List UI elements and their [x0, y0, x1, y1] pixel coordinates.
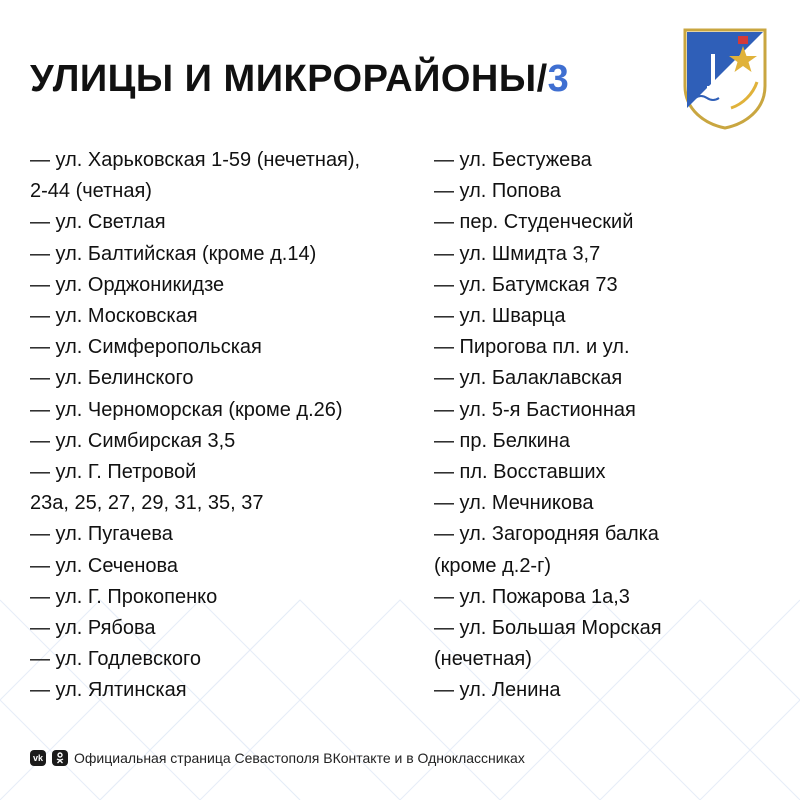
list-item: — ул. Загородняя балка: [434, 523, 659, 546]
list-item: — ул. Г. Петровой: [30, 461, 197, 484]
list-item: — пл. Восставших: [434, 461, 606, 484]
list-item: (нечетная): [434, 648, 532, 671]
streets-list-right: [434, 145, 774, 707]
list-item: — ул. 5-я Бастионная: [434, 398, 636, 421]
list-item: — ул. Г. Прокопенко: [30, 585, 218, 608]
list-item: — ул. Пожарова 1а,3: [434, 585, 630, 608]
page-title: [30, 58, 569, 101]
list-item: — ул. Мечникова: [434, 492, 594, 515]
streets-list-left: [30, 145, 420, 707]
list-item: — ул. Сеченова: [30, 554, 179, 577]
list-item: — ул. Симферопольская: [30, 336, 262, 359]
list-item: — ул. Шмидта 3,7: [434, 242, 601, 265]
list-item: — ул. Батумская 73: [434, 273, 618, 296]
list-item: — ул. Черноморская (кроме д.26): [30, 398, 343, 421]
title-text: УЛИЦЫ И МИКРОРАЙОНЫ/: [30, 58, 548, 100]
list-item: — ул. Ялтинская: [30, 679, 187, 702]
list-item: — ул. Бестужева: [434, 149, 592, 171]
odnoklassniki-icon: [52, 750, 68, 766]
footer: [30, 750, 525, 766]
list-item: — ул. Светлая: [30, 211, 166, 234]
list-item: — ул. Симбирская 3,5: [30, 429, 236, 452]
list-item: — ул. Белинского: [30, 367, 194, 390]
list-item: 23а, 25, 27, 29, 31, 35, 37: [30, 492, 264, 515]
list-item: — ул. Орджоникидзе: [30, 273, 225, 296]
list-item: — ул. Балтийская (кроме д.14): [30, 242, 317, 265]
list-item: (кроме д.2-г): [434, 554, 552, 577]
list-item: — ул. Харьковская 1-59 (нечетная),: [30, 149, 361, 171]
list-item: — ул. Попова: [434, 180, 561, 203]
list-item: — ул. Ленина: [434, 679, 561, 702]
list-item: 2-44 (четная): [30, 180, 152, 203]
vk-icon: vk: [30, 750, 46, 766]
list-item: — Пирогова пл. и ул.: [434, 336, 630, 359]
list-item: — ул. Рябова: [30, 617, 156, 640]
list-item: — ул. Балаклавская: [434, 367, 623, 390]
list-item: — ул. Московская: [30, 305, 198, 328]
list-item: — пр. Белкина: [434, 429, 570, 452]
list-item: — ул. Шварца: [434, 305, 566, 328]
list-item: — ул. Пугачева: [30, 523, 173, 546]
sevastopol-coat-of-arms-icon: [681, 26, 769, 130]
list-item: — ул. Большая Морская: [434, 617, 662, 640]
list-item: — ул. Годлевского: [30, 648, 202, 671]
list-item: — пер. Студенческий: [434, 211, 634, 234]
title-number: 3: [547, 58, 570, 100]
footer-text: Официальная страница Севастополя ВКонтакте и в Одноклассниках: [74, 750, 525, 766]
